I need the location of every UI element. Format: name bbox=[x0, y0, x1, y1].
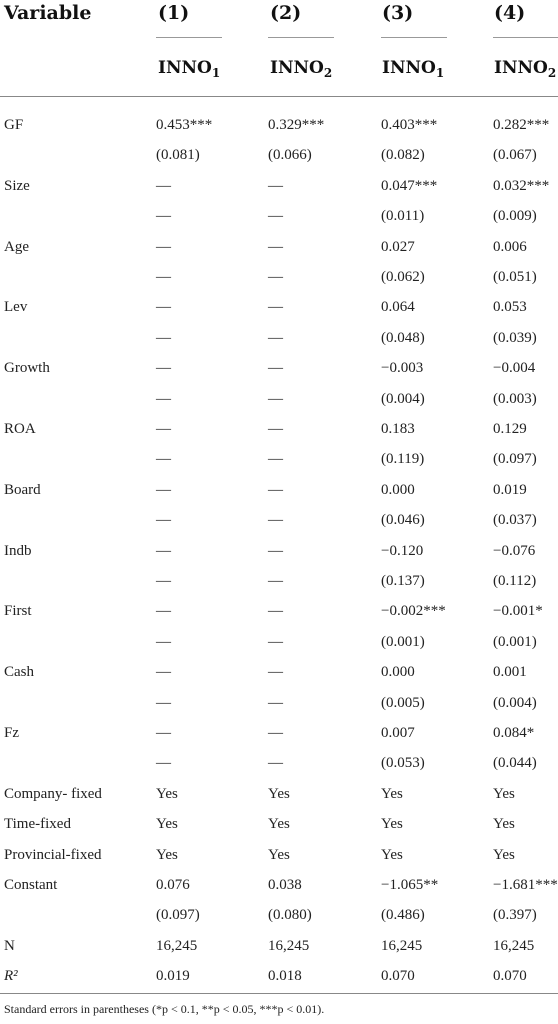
table-cell: — bbox=[156, 512, 171, 528]
table-cell: — bbox=[156, 482, 171, 498]
table-cell: — bbox=[268, 695, 283, 711]
footnote: Standard errors in parentheses (*p < 0.1, **p < 0.05, ***p < 0.01). bbox=[4, 1002, 325, 1016]
table-cell: — bbox=[268, 239, 283, 255]
table-cell: 0.018 bbox=[268, 968, 302, 984]
table-cell: (0.053) bbox=[381, 755, 425, 771]
table-cell: −1.681*** bbox=[493, 877, 558, 893]
depvar-1: $INNO_1$ bbox=[158, 58, 221, 80]
table-cell: (0.067) bbox=[493, 147, 537, 163]
table-cell: — bbox=[156, 208, 171, 224]
table-cell: — bbox=[268, 330, 283, 346]
table-cell: (0.037) bbox=[493, 512, 537, 528]
table-cell: 0.006 bbox=[493, 239, 527, 255]
table-cell: — bbox=[156, 451, 171, 467]
table-cell: 0.032*** bbox=[493, 178, 550, 194]
table-cell: 0.000 bbox=[381, 664, 415, 680]
row-label: N bbox=[4, 938, 15, 954]
table-cell: — bbox=[156, 178, 171, 194]
table-cell: Yes bbox=[156, 786, 178, 802]
depvar-2: $INNO_2$ bbox=[270, 58, 333, 80]
bottom-rule bbox=[0, 993, 558, 994]
table-cell: 0.070 bbox=[381, 968, 415, 984]
table-cell: — bbox=[156, 330, 171, 346]
row-label: Growth bbox=[4, 360, 50, 376]
table-cell: Yes bbox=[156, 847, 178, 863]
row-label: Provincial-fixed bbox=[4, 847, 102, 863]
table-cell: 0.001 bbox=[493, 664, 527, 680]
col-number-3: (3) bbox=[382, 2, 414, 24]
table-cell: — bbox=[156, 543, 171, 559]
table-cell: — bbox=[156, 755, 171, 771]
table-cell: — bbox=[268, 603, 283, 619]
table-cell: — bbox=[268, 573, 283, 589]
table-cell: — bbox=[268, 208, 283, 224]
table-cell: Yes bbox=[493, 816, 515, 832]
table-cell: 0.047*** bbox=[381, 178, 438, 194]
table-cell: Yes bbox=[268, 816, 290, 832]
table-cell: 0.453*** bbox=[156, 117, 213, 133]
table-cell: (0.001) bbox=[381, 634, 425, 650]
table-cell: 0.183 bbox=[381, 421, 415, 437]
table-cell: 0.064 bbox=[381, 299, 415, 315]
table-cell: — bbox=[268, 755, 283, 771]
table-cell: Yes bbox=[268, 847, 290, 863]
table-cell: — bbox=[268, 725, 283, 741]
table-cell: Yes bbox=[381, 786, 403, 802]
col-number-1: (1) bbox=[158, 2, 190, 24]
table-cell: (0.397) bbox=[493, 907, 537, 923]
table-cell: (0.048) bbox=[381, 330, 425, 346]
table-cell: (0.137) bbox=[381, 573, 425, 589]
table-cell: — bbox=[268, 543, 283, 559]
table-cell: — bbox=[156, 269, 171, 285]
table-cell: — bbox=[156, 421, 171, 437]
row-label: Board bbox=[4, 482, 41, 498]
col-rule-2 bbox=[268, 37, 334, 38]
table-cell: (0.097) bbox=[156, 907, 200, 923]
row-label: Indb bbox=[4, 543, 32, 559]
table-cell: 0.403*** bbox=[381, 117, 438, 133]
table-cell: (0.112) bbox=[493, 573, 537, 589]
table-cell: (0.082) bbox=[381, 147, 425, 163]
table-cell: (0.003) bbox=[493, 391, 537, 407]
table-cell: — bbox=[268, 634, 283, 650]
col-number-2: (2) bbox=[270, 2, 302, 24]
row-label: Fz bbox=[4, 725, 19, 741]
table-cell: — bbox=[268, 178, 283, 194]
row-label: Constant bbox=[4, 877, 58, 893]
table-cell: 0.084* bbox=[493, 725, 535, 741]
table-cell: 0.019 bbox=[156, 968, 190, 984]
row-label: Company- fixed bbox=[4, 786, 102, 802]
table-cell: (0.011) bbox=[381, 208, 425, 224]
col-number-4: (4) bbox=[494, 2, 526, 24]
table-cell: (0.081) bbox=[156, 147, 200, 163]
table-cell: (0.051) bbox=[493, 269, 537, 285]
depvar-3: $INNO_1$ bbox=[382, 58, 445, 80]
table-cell: 0.019 bbox=[493, 482, 527, 498]
table-cell: (0.097) bbox=[493, 451, 537, 467]
row-label: ROA bbox=[4, 421, 36, 437]
table-cell: Yes bbox=[493, 786, 515, 802]
table-cell: Yes bbox=[156, 816, 178, 832]
table-cell: Yes bbox=[493, 847, 515, 863]
row-label: Cash bbox=[4, 664, 34, 680]
table-cell: −0.001* bbox=[493, 603, 543, 619]
table-cell: — bbox=[268, 391, 283, 407]
table-cell: — bbox=[156, 634, 171, 650]
table-cell: 0.070 bbox=[493, 968, 527, 984]
table-cell: (0.062) bbox=[381, 269, 425, 285]
row-label: Age bbox=[4, 239, 29, 255]
table-cell: 16,245 bbox=[493, 938, 535, 954]
table-cell: (0.004) bbox=[493, 695, 537, 711]
table-cell: 16,245 bbox=[268, 938, 310, 954]
variable-header: Variable bbox=[4, 2, 92, 24]
table-cell: 0.007 bbox=[381, 725, 415, 741]
table-cell: −0.076 bbox=[493, 543, 536, 559]
table-cell: Yes bbox=[268, 786, 290, 802]
table-cell: −0.004 bbox=[493, 360, 536, 376]
row-label: GF bbox=[4, 117, 24, 133]
table-cell: (0.486) bbox=[381, 907, 425, 923]
table-cell: 0.282*** bbox=[493, 117, 550, 133]
table-cell: — bbox=[268, 360, 283, 376]
table-cell: (0.044) bbox=[493, 755, 537, 771]
col-rule-1 bbox=[156, 37, 222, 38]
table-cell: −0.120 bbox=[381, 543, 424, 559]
row-label: Size bbox=[4, 178, 30, 194]
table-cell: — bbox=[156, 239, 171, 255]
table-cell: — bbox=[268, 421, 283, 437]
table-cell: (0.039) bbox=[493, 330, 537, 346]
table-cell: 0.129 bbox=[493, 421, 527, 437]
table-cell: Yes bbox=[381, 847, 403, 863]
table-cell: (0.046) bbox=[381, 512, 425, 528]
header-rule bbox=[0, 96, 558, 97]
table-cell: — bbox=[156, 725, 171, 741]
table-cell: — bbox=[268, 512, 283, 528]
table-cell: — bbox=[268, 269, 283, 285]
table-cell: 0.329*** bbox=[268, 117, 325, 133]
row-label: R² bbox=[4, 968, 18, 984]
table-cell: — bbox=[268, 451, 283, 467]
table-cell: −1.065** bbox=[381, 877, 439, 893]
table-cell: (0.009) bbox=[493, 208, 537, 224]
table-cell: — bbox=[268, 664, 283, 680]
table-cell: (0.001) bbox=[493, 634, 537, 650]
table-cell: −0.002*** bbox=[381, 603, 446, 619]
table-cell: — bbox=[156, 664, 171, 680]
table-cell: — bbox=[156, 391, 171, 407]
table-cell: — bbox=[268, 482, 283, 498]
table-cell: −0.003 bbox=[381, 360, 424, 376]
table-cell: 0.053 bbox=[493, 299, 527, 315]
depvar-4: $INNO_2$ bbox=[494, 58, 557, 80]
table-cell: — bbox=[268, 299, 283, 315]
table-cell: — bbox=[156, 360, 171, 376]
table-cell: (0.004) bbox=[381, 391, 425, 407]
row-label: First bbox=[4, 603, 32, 619]
col-rule-4 bbox=[493, 37, 558, 38]
col-rule-3 bbox=[381, 37, 447, 38]
table-cell: (0.119) bbox=[381, 451, 425, 467]
table-cell: 16,245 bbox=[156, 938, 198, 954]
table-cell: Yes bbox=[381, 816, 403, 832]
table-cell: — bbox=[156, 299, 171, 315]
table-cell: (0.066) bbox=[268, 147, 312, 163]
table-cell: — bbox=[156, 573, 171, 589]
row-label: Time-fixed bbox=[4, 816, 71, 832]
table-cell: — bbox=[156, 695, 171, 711]
row-label: Lev bbox=[4, 299, 28, 315]
table-cell: 0.038 bbox=[268, 877, 302, 893]
table-cell: 16,245 bbox=[381, 938, 423, 954]
table-cell: 0.000 bbox=[381, 482, 415, 498]
table-cell: 0.027 bbox=[381, 239, 415, 255]
table-cell: 0.076 bbox=[156, 877, 190, 893]
table-cell: (0.005) bbox=[381, 695, 425, 711]
table-cell: — bbox=[156, 603, 171, 619]
table-cell: (0.080) bbox=[268, 907, 312, 923]
